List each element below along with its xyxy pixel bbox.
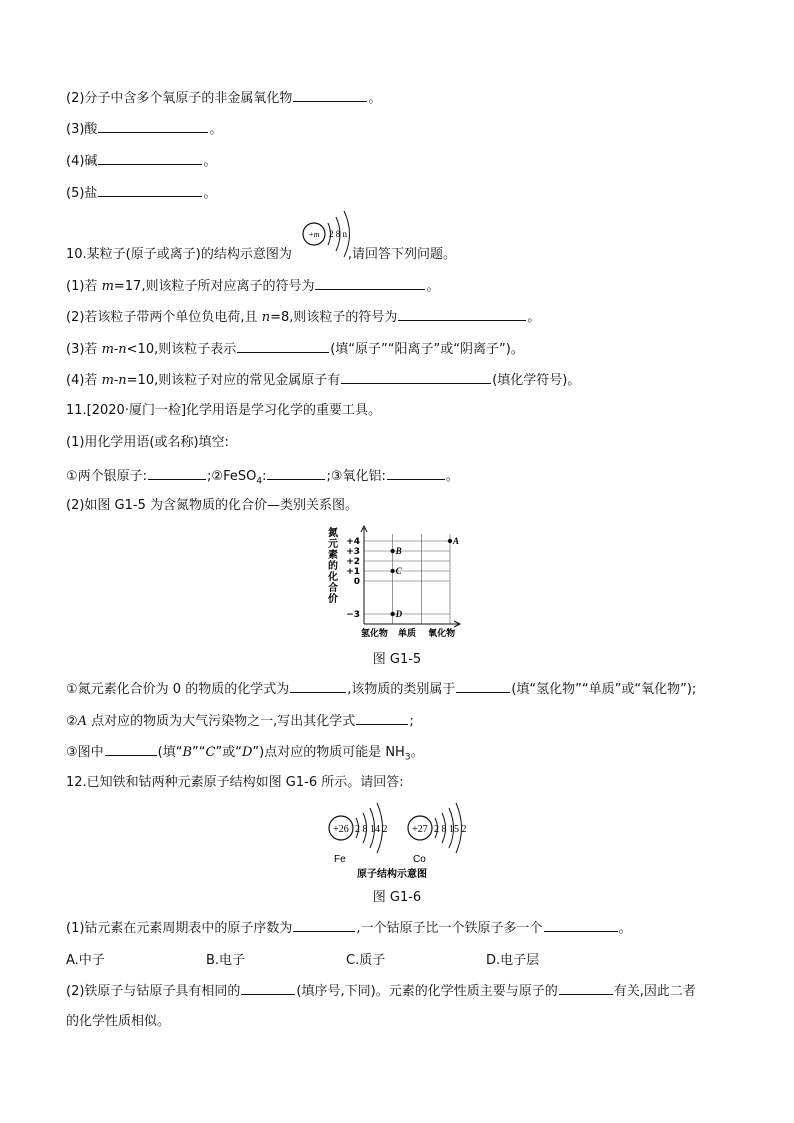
data-point-d [390,612,394,616]
particle-structure-diagram [302,205,362,257]
co-label: Co [413,854,426,865]
q10-stem-text-end: ,请回答下列问题。 [347,247,456,262]
y-tick-label: +4 [346,537,360,547]
q9-part4-text: (4)碱 [66,154,98,169]
answer-blank[interactable] [237,339,329,353]
text: (2)若该粒子带两个单位负电荷,且 [66,310,262,325]
y-tick-label: +1 [346,567,360,577]
co-nucleus: +27 [412,824,428,835]
text: (1)钴元素在元素周期表中的原子序数为 [66,921,293,936]
q12-part2 [66,981,696,1001]
shell-electrons: 2 8 n [329,229,347,239]
period: 。 [203,186,217,201]
point-label: C [205,745,216,760]
nitrogen-valence-chart [322,524,472,644]
variable-m: m [101,279,114,294]
text: ①两个银原子: [66,469,148,484]
answer-blank[interactable] [241,981,295,995]
answer-blank[interactable] [98,183,202,197]
data-point-b [390,549,394,553]
y-tick-label: +3 [346,547,360,557]
point-label: A [77,714,88,729]
text: ② [66,714,78,729]
period: 。 [618,921,632,936]
answer-blank[interactable] [148,466,206,480]
text: (3)若 [66,342,102,357]
text: =8,则该粒子的符号为 [270,310,398,325]
text: ;②FeSO [207,469,257,484]
q11-part2-a [66,679,696,699]
data-point-a [448,539,452,543]
figure-caption: 图 G1-6 [372,890,422,905]
q9-part2-text: (2)分子中含多个氧原子的非金属氧化物 [66,91,293,106]
x-tick-label: 氢化物 [360,629,388,639]
figure-caption: 图 G1-5 [372,652,422,667]
answer-blank[interactable] [341,370,491,384]
subscript: 3 [404,752,411,763]
atomic-structure-diagram [326,798,476,880]
period: 。 [426,279,440,294]
option-b[interactable]: B.电子 [206,953,246,968]
answer-blank[interactable] [387,466,445,480]
period: 。 [209,122,223,137]
text: (填“氢化物”“单质”或“氧化物”); [511,682,697,697]
q10-stem-text: 10.某粒子(原子或离子)的结构示意图为 [66,247,292,262]
q10-stem [66,246,456,264]
q12-part2-cont: 的化学性质相似。 [66,1014,171,1029]
y-tick-label: −3 [346,610,360,620]
answer-blank[interactable] [356,711,408,725]
text: =17,则该粒子所对应离子的符号为 [113,279,315,294]
point-label-c: C [395,566,402,576]
text: =10,则该粒子对应的常见金属原子有 [126,373,341,388]
subscript: 4 [256,476,263,487]
q9-part2 [66,88,381,108]
q10-part3 [66,339,524,359]
q12-part1 [66,918,632,938]
fe-nucleus: +26 [333,824,349,835]
y-tick-label: +2 [346,557,360,567]
y-axis-label-char: 合 [328,583,338,594]
fe-shells: 2 8 14 2 [355,824,388,835]
point-label-b: B [395,546,402,556]
y-axis-label-char: 价 [328,594,338,605]
q11-part2-b [66,711,414,731]
text: (4)若 [66,373,102,388]
q12-stem: 12.已知铁和钴两种元素原子结构如图 G1-6 所示。请回答: [66,775,404,790]
answer-blank[interactable] [559,981,613,995]
text: 。 [410,745,424,760]
text: ”)点对应的物质可能是 NH [252,745,405,760]
q9-part3 [66,119,222,139]
q11-part1: (1)用化学用语(或名称)填空: [66,435,229,450]
period: 。 [445,469,459,484]
y-axis-label-char: 元 [328,539,338,550]
point-label: B [182,745,193,760]
answer-blank[interactable] [293,918,355,932]
q10-part1 [66,276,439,296]
q10-part2 [66,307,540,327]
y-axis-label-char: 氮 [328,528,338,539]
answer-blank[interactable] [98,151,202,165]
y-axis-label-char: 的 [328,561,338,572]
q9-part4 [66,151,216,171]
x-tick-label: 氧化物 [428,629,456,639]
data-point-c [390,569,394,573]
q9-part5 [66,183,216,203]
fe-label: Fe [334,854,346,865]
q11-part1-items [66,466,459,491]
y-tick-label: 0 [353,577,360,587]
option-c[interactable]: C.质子 [346,953,386,968]
figure-title: 原子结构示意图 [357,869,427,880]
co-atom-diagram [408,803,467,865]
answer-blank[interactable] [293,88,367,102]
q10-part4 [66,370,580,390]
text: <10,则该粒子表示 [126,342,237,357]
point-label-d: D [395,609,403,619]
text: ”“ [192,745,206,760]
text: (2)铁原子与钴原子具有相同的 [66,984,241,999]
text: ; [409,714,414,729]
text: : [262,469,267,484]
answer-blank[interactable] [398,307,526,321]
text: (1)若 [66,279,102,294]
variable-n: n [261,310,271,325]
nucleus-label: +m [308,230,320,239]
text: (填序号,下同)。元素的化学性质主要与原子的 [296,984,558,999]
text: (填化学符号)。 [492,373,581,388]
point-label-a: A [453,536,460,546]
text: ”或“ [215,745,242,760]
fe-atom-diagram [329,803,388,865]
text: ,该物质的类别属于 [347,682,456,697]
y-axis-label-char: 素 [328,550,338,561]
answer-blank[interactable] [267,466,325,480]
answer-blank[interactable] [105,742,157,756]
point-label: D [241,745,253,760]
q11-part2-c [66,742,424,767]
text: 有关,因此二者 [613,984,696,999]
q9-part3-text: (3)酸 [66,122,98,137]
x-tick-label: 单质 [397,629,417,639]
text: (填“ [157,745,183,760]
period: 。 [527,310,541,325]
y-axis-label-char: 化 [328,572,338,583]
answer-blank[interactable] [315,276,425,290]
co-shells: 2 8 15 2 [434,824,467,835]
text: ,一个钴原子比一个铁原子多一个 [356,921,543,936]
answer-blank[interactable] [456,679,510,693]
text: ;③氧化铝: [326,469,386,484]
q9-part5-text: (5)盐 [66,186,98,201]
variable-m-n: m-n [101,342,127,357]
period: 。 [203,154,217,169]
option-d[interactable]: D.电子层 [486,953,540,968]
text: 点对应的物质为大气污染物之一,写出其化学式 [87,714,356,729]
text: ①氮元素化合价为 0 的物质的化学式为 [66,682,290,697]
period: 。 [368,91,382,106]
option-a[interactable]: A.中子 [66,953,105,968]
answer-blank[interactable] [290,679,346,693]
text: ③图中 [66,745,104,760]
variable-m-n: m-n [101,373,127,388]
q11-part2: (2)如图 G1-5 为含氮物质的化合价—类别关系图。 [66,498,358,513]
q11-stem: 11.[2020·厦门一检]化学用语是学习化学的重要工具。 [66,403,382,418]
text: (填“原子”“阳离子”或“阴离子”)。 [330,342,524,357]
answer-blank[interactable] [98,119,208,133]
answer-blank[interactable] [544,918,618,932]
